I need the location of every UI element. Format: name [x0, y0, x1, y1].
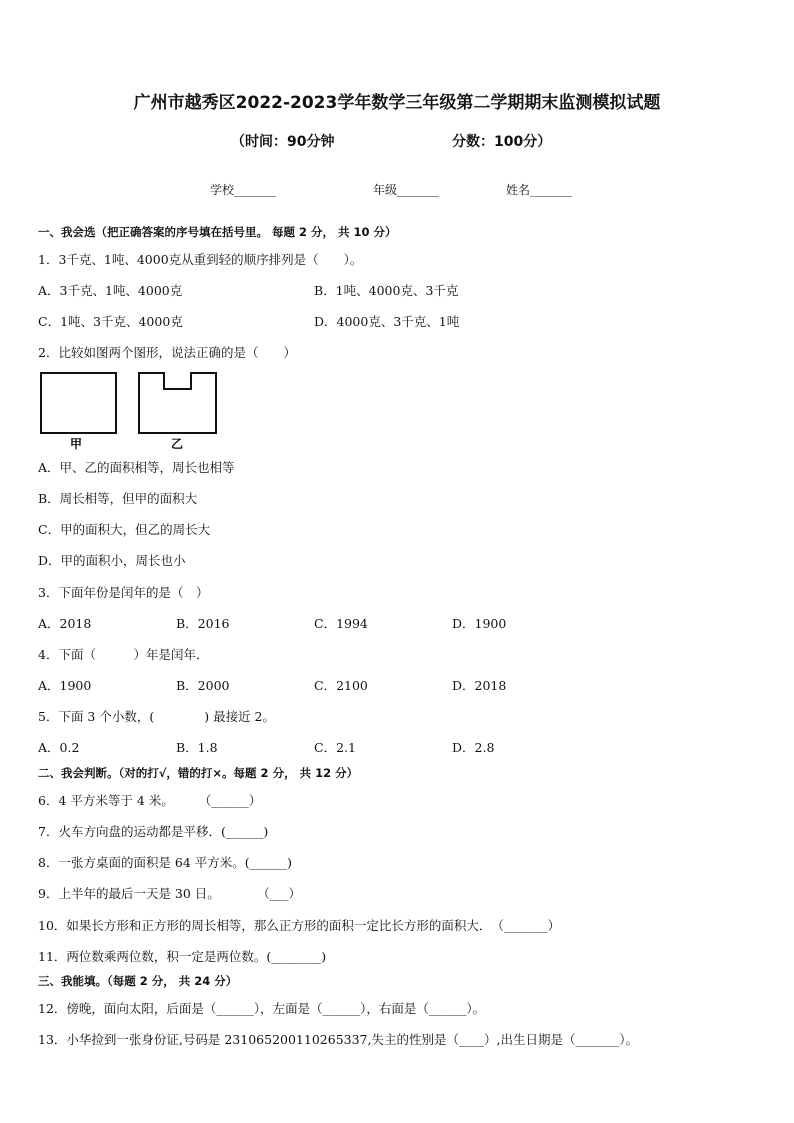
q3-option-c: C．1994 [314, 616, 368, 631]
exam-time: （时间：90分钟 [231, 134, 335, 150]
name-field: 姓名_______ [506, 183, 573, 197]
section-heading-3: 三、我能填。（每题 2 分， 共 24 分） [38, 974, 238, 988]
question-2: 2．比较如图两个图形，说法正确的是（ ） [38, 345, 296, 360]
q5-option-c: C．2.1 [314, 740, 356, 755]
q2-figure [36, 368, 226, 452]
q4-option-b: B．2000 [176, 678, 230, 693]
question-12: 12．傍晚，面向太阳，后面是（______），左面是（______），右面是（______）。 [38, 1001, 486, 1016]
q5-option-b: B．1.8 [176, 740, 218, 755]
q4-option-d: D．2018 [452, 678, 507, 693]
question-4: 4．下面（ ）年是闰年． [38, 647, 209, 662]
q4-option-a: A．1900 [38, 678, 92, 693]
q3-option-a: A．2018 [38, 616, 92, 631]
q2-option-d: D．甲的面积小，周长也小 [38, 553, 186, 568]
q1-option-a: A．3千克、1吨、4000克 [38, 283, 183, 298]
page-title: 广州市越秀区2022-2023学年数学三年级第二学期期末监测模拟试题 [133, 93, 661, 113]
q4-option-c: C．2100 [314, 678, 368, 693]
exam-score: 分数：100分） [452, 134, 552, 150]
grade-field: 年级_______ [373, 183, 440, 197]
question-7: 7．火车方向盘的运动都是平移．(______) [38, 824, 269, 839]
question-1: 1．3千克、1吨、4000克从重到轻的顺序排列是（ ）。 [38, 252, 363, 267]
q1-option-b: B．1吨、4000克、3千克 [314, 283, 459, 298]
question-5: 5．下面 3 个小数，( ) 最接近 2。 [38, 709, 276, 724]
q3-option-b: B．2016 [176, 616, 230, 631]
q2-option-c: C．甲的面积大，但乙的周长大 [38, 522, 211, 537]
question-6: 6．4 平方米等于 4 米。 （______） [38, 793, 262, 808]
section-heading-2: 二、我会判断。（对的打√，错的打×。每题 2 分， 共 12 分） [38, 766, 359, 780]
q3-option-d: D．1900 [452, 616, 507, 631]
label-jia: 甲 [69, 437, 83, 451]
question-3: 3．下面年份是闰年的是（ ） [38, 585, 209, 600]
q5-option-a: A．0.2 [38, 740, 80, 755]
section-heading-1: 一、我会选（把正确答案的序号填在括号里。 每题 2 分， 共 10 分） [38, 225, 397, 239]
q5-option-d: D．2.8 [452, 740, 495, 755]
q2-option-a: A．甲、乙的面积相等，周长也相等 [38, 460, 235, 475]
question-9: 9．上半年的最后一天是 30 日。 （___） [38, 886, 302, 901]
question-13: 13．小华捡到一张身份证,号码是 231065200110265337,失主的性别是（____）,出生日期是（_______）。 [38, 1032, 638, 1047]
shape-jia [41, 373, 116, 433]
question-10: 10．如果长方形和正方形的周长相等，那么正方形的面积一定比长方形的面积大． （_______） [38, 918, 561, 933]
question-8: 8．一张方桌面的面积是 64 平方米。(______) [38, 855, 293, 870]
q1-option-d: D．4000克、3千克、1吨 [314, 314, 460, 329]
shape-yi [139, 373, 216, 433]
school-field: 学校_______ [210, 183, 277, 197]
question-11: 11．两位数乘两位数，积一定是两位数。(________) [38, 949, 327, 964]
q2-option-b: B．周长相等，但甲的面积大 [38, 491, 198, 506]
q1-option-c: C．1吨、3千克、4000克 [38, 314, 183, 329]
label-yi: 乙 [170, 437, 184, 451]
